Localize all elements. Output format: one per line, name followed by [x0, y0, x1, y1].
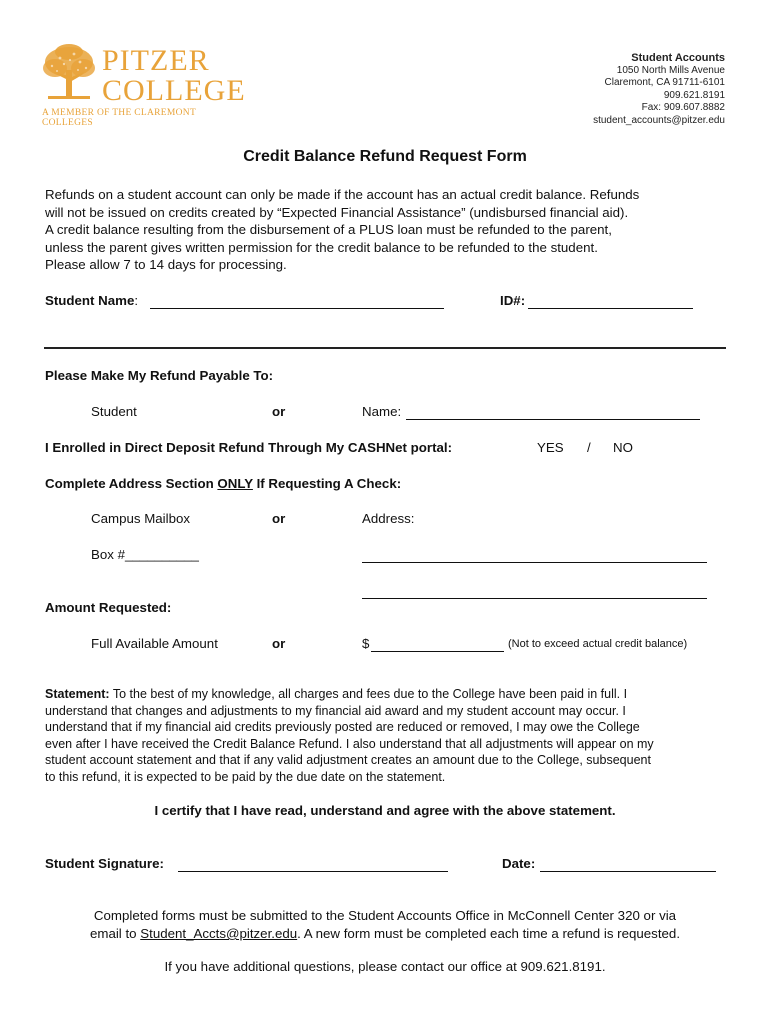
- direct-deposit-no[interactable]: NO: [613, 440, 633, 455]
- contact-city: Claremont, CA 91711-6101: [604, 77, 725, 88]
- contact-office: Student Accounts: [631, 52, 725, 64]
- contact-email[interactable]: student_accounts@pitzer.edu: [593, 114, 725, 126]
- amount-note: (Not to exceed actual credit balance): [508, 638, 688, 650]
- logo-tagline: A MEMBER OF THE CLAREMONT COLLEGES: [42, 108, 196, 128]
- student-name-colon: :: [134, 293, 139, 308]
- intro-line: will not be issued on credits created by “Expected Financial Assistance” (undisbursed financial aid).: [45, 204, 629, 220]
- footer-line-2-pre: email to: [89, 926, 141, 941]
- direct-deposit-label: I Enrolled in Direct Deposit Refund Through My CASHNet portal:: [45, 440, 453, 455]
- address-line-2[interactable]: [362, 582, 707, 599]
- signature-field[interactable]: [178, 855, 448, 872]
- footer-email-link[interactable]: Student_Accts@pitzer.edu: [140, 926, 298, 941]
- statement-label: Statement:: [45, 687, 110, 701]
- id-field[interactable]: [528, 292, 693, 309]
- footer-line-2: [0, 926, 770, 941]
- contact-street: 1050 North Mills Avenue: [616, 64, 725, 76]
- intro-line: unless the parent gives written permission for the credit balance to be refunded to the student.: [45, 239, 598, 255]
- intro-line: Please allow 7 to 14 days for processing.: [45, 257, 287, 272]
- logo-name-pitzer: PITZER: [102, 44, 210, 77]
- address-heading-pre: Complete Address Section: [45, 476, 218, 491]
- intro-line: Refunds on a student account can only be made if the account has an actual credit balance. Refunds: [45, 187, 640, 202]
- tree-logo-icon: [40, 42, 98, 106]
- date-label: Date:: [502, 856, 536, 871]
- date-field[interactable]: [540, 855, 716, 872]
- campus-mailbox-option[interactable]: Campus Mailbox: [91, 511, 191, 526]
- direct-deposit-slash: /: [587, 440, 591, 455]
- contact-fax: Fax: 909.607.8882: [641, 102, 725, 113]
- statement-paragraph: [45, 686, 735, 785]
- contact-phone: 909.621.8191: [663, 89, 725, 101]
- pitzer-logo: [40, 42, 246, 128]
- intro-paragraph: [45, 186, 735, 274]
- payable-option-student[interactable]: Student: [91, 404, 137, 419]
- footer-line-1: Completed forms must be submitted to the Student Accounts Office in McConnell Center 320 or via: [93, 908, 677, 923]
- student-name-field[interactable]: [150, 292, 444, 309]
- amount-heading: Amount Requested:: [45, 600, 172, 615]
- student-name-row: [45, 293, 138, 308]
- payable-or: or: [272, 404, 286, 419]
- statement-line: understand that changes and adjustments to my financial aid award and my student account may occur. I: [45, 703, 626, 718]
- footer-questions: If you have additional questions, please contact our office at 909.621.8191.: [164, 959, 606, 974]
- payable-heading: Please Make My Refund Payable To:: [45, 368, 274, 383]
- address-label: Address:: [362, 511, 415, 526]
- footer-line-2-post: . A new form must be completed each time a refund is requested.: [297, 926, 681, 941]
- address-heading: [45, 476, 401, 491]
- certify-statement: I certify that I have read, understand and agree with the above statement.: [154, 803, 616, 818]
- statement-line: understand that if my financial aid credits previously posted are reduced or removed, I may owe the College: [45, 720, 640, 734]
- box-number-field[interactable]: Box #__________: [91, 547, 199, 562]
- amount-field[interactable]: [371, 635, 504, 652]
- address-heading-post: If Requesting A Check:: [252, 476, 402, 491]
- statement-line: To the best of my knowledge, all charges and fees due to the College have been paid in full. I: [109, 687, 628, 701]
- intro-line: A credit balance resulting from the disbursement of a PLUS loan must be refunded to the parent,: [45, 222, 612, 237]
- address-line-1[interactable]: [362, 546, 707, 563]
- address-heading-only: ONLY: [217, 476, 253, 491]
- statement-line: even after I have received the Credit Balance Refund. I also understand that all adjustments will appear on my: [45, 736, 654, 751]
- signature-label: Student Signature:: [45, 856, 164, 871]
- form-title: Credit Balance Refund Request Form: [243, 148, 527, 165]
- payable-name-label: Name:: [362, 404, 402, 419]
- payable-name-field[interactable]: [406, 403, 700, 420]
- direct-deposit-yes[interactable]: YES: [537, 440, 564, 455]
- dollar-sign: $: [362, 636, 370, 651]
- amount-or: or: [272, 636, 286, 651]
- statement-line: to this refund, it is expected to be paid by the due date on the statement.: [45, 769, 446, 784]
- section-divider: [44, 347, 726, 349]
- address-or: or: [272, 511, 286, 526]
- logo-name-college: COLLEGE: [102, 74, 246, 107]
- full-amount-option[interactable]: Full Available Amount: [91, 636, 218, 651]
- statement-line: student account statement and that if any valid adjustment creates an amount due to the College, subsequent: [45, 753, 651, 767]
- student-name-label: Student Name: [45, 293, 135, 308]
- contact-block: [593, 52, 725, 127]
- id-label: ID#:: [500, 293, 526, 308]
